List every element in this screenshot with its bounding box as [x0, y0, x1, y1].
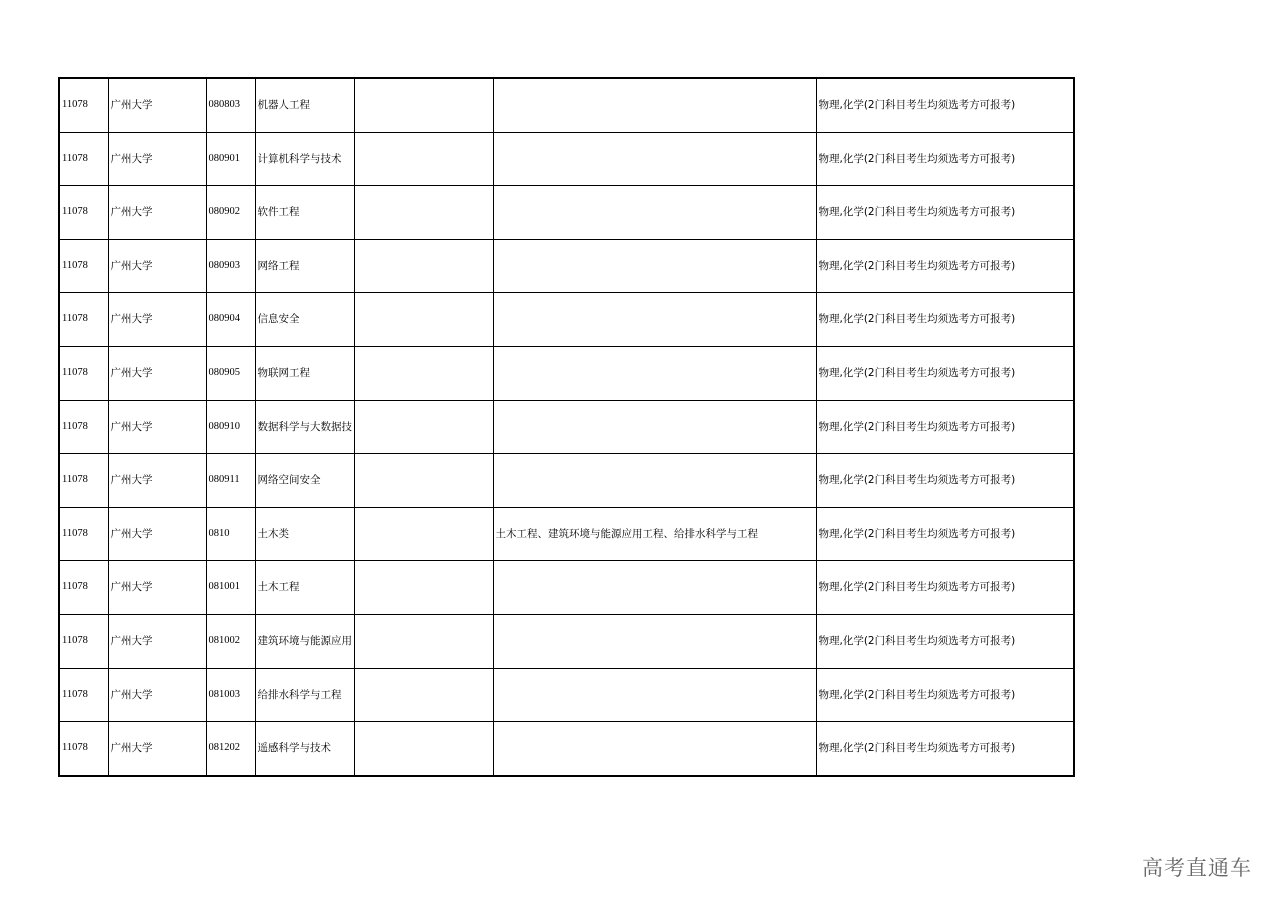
included-majors-cell	[493, 78, 816, 132]
school-name-cell: 广州大学	[108, 293, 206, 347]
school-code-cell: 11078	[59, 132, 108, 186]
subject-requirement-cell: 物理,化学(2门科目考生均须选考方可报考)	[816, 293, 1074, 347]
table-row	[59, 507, 1074, 561]
included-majors-cell	[493, 668, 816, 722]
major-name-cell: 网络工程	[255, 239, 354, 293]
subject-requirement-cell: 物理,化学(2门科目考生均须选考方可报考)	[816, 668, 1074, 722]
school-name-cell: 广州大学	[108, 132, 206, 186]
table-row	[59, 454, 1074, 508]
note-cell	[354, 614, 493, 668]
subject-requirement-cell: 物理,化学(2门科目考生均须选考方可报考)	[816, 454, 1074, 508]
included-majors-cell	[493, 346, 816, 400]
subject-requirement-cell: 物理,化学(2门科目考生均须选考方可报考)	[816, 614, 1074, 668]
subject-requirement-cell: 物理,化学(2门科目考生均须选考方可报考)	[816, 400, 1074, 454]
school-name-cell: 广州大学	[108, 186, 206, 240]
school-name-cell: 广州大学	[108, 561, 206, 615]
subject-requirement-cell: 物理,化学(2门科目考生均须选考方可报考)	[816, 132, 1074, 186]
note-cell	[354, 186, 493, 240]
subject-requirement-cell: 物理,化学(2门科目考生均须选考方可报考)	[816, 78, 1074, 132]
school-code-cell: 11078	[59, 400, 108, 454]
table-row	[59, 346, 1074, 400]
note-cell	[354, 239, 493, 293]
school-name-cell: 广州大学	[108, 78, 206, 132]
school-code-cell: 11078	[59, 78, 108, 132]
subject-requirement-cell: 物理,化学(2门科目考生均须选考方可报考)	[816, 346, 1074, 400]
table-row	[59, 614, 1074, 668]
included-majors-cell: 土木工程、建筑环境与能源应用工程、给排水科学与工程	[493, 507, 816, 561]
note-cell	[354, 454, 493, 508]
included-majors-cell	[493, 722, 816, 776]
school-code-cell: 11078	[59, 614, 108, 668]
major-code-cell: 081202	[206, 722, 255, 776]
subject-requirement-cell: 物理,化学(2门科目考生均须选考方可报考)	[816, 722, 1074, 776]
note-cell	[354, 78, 493, 132]
subject-requirement-cell: 物理,化学(2门科目考生均须选考方可报考)	[816, 561, 1074, 615]
school-name-cell: 广州大学	[108, 454, 206, 508]
major-name-cell: 土木工程	[255, 561, 354, 615]
major-code-cell: 080901	[206, 132, 255, 186]
note-cell	[354, 722, 493, 776]
major-code-cell: 080903	[206, 239, 255, 293]
school-name-cell: 广州大学	[108, 346, 206, 400]
table-body	[59, 78, 1074, 776]
major-code-cell: 080911	[206, 454, 255, 508]
major-code-cell: 080904	[206, 293, 255, 347]
school-name-cell: 广州大学	[108, 668, 206, 722]
major-code-cell: 0810	[206, 507, 255, 561]
major-code-cell: 080910	[206, 400, 255, 454]
note-cell	[354, 507, 493, 561]
table-row	[59, 722, 1074, 776]
school-name-cell: 广州大学	[108, 507, 206, 561]
major-name-cell: 遥感科学与技术	[255, 722, 354, 776]
major-code-cell: 080905	[206, 346, 255, 400]
school-name-cell: 广州大学	[108, 722, 206, 776]
table-row	[59, 239, 1074, 293]
included-majors-cell	[493, 454, 816, 508]
school-code-cell: 11078	[59, 507, 108, 561]
school-code-cell: 11078	[59, 668, 108, 722]
table-row	[59, 400, 1074, 454]
major-name-cell: 信息安全	[255, 293, 354, 347]
note-cell	[354, 400, 493, 454]
subject-requirement-cell: 物理,化学(2门科目考生均须选考方可报考)	[816, 239, 1074, 293]
table-row	[59, 668, 1074, 722]
school-name-cell: 广州大学	[108, 400, 206, 454]
subject-requirement-table	[58, 77, 1075, 777]
major-name-cell: 给排水科学与工程	[255, 668, 354, 722]
major-code-cell: 080902	[206, 186, 255, 240]
table-row	[59, 186, 1074, 240]
major-name-cell: 建筑环境与能源应用	[255, 614, 354, 668]
major-code-cell: 081002	[206, 614, 255, 668]
school-code-cell: 11078	[59, 293, 108, 347]
included-majors-cell	[493, 239, 816, 293]
table-row	[59, 293, 1074, 347]
included-majors-cell	[493, 400, 816, 454]
major-name-cell: 数据科学与大数据技	[255, 400, 354, 454]
included-majors-cell	[493, 132, 816, 186]
major-name-cell: 土木类	[255, 507, 354, 561]
school-code-cell: 11078	[59, 239, 108, 293]
subject-requirement-cell: 物理,化学(2门科目考生均须选考方可报考)	[816, 186, 1074, 240]
school-code-cell: 11078	[59, 722, 108, 776]
major-code-cell: 081001	[206, 561, 255, 615]
table-row	[59, 561, 1074, 615]
note-cell	[354, 561, 493, 615]
school-code-cell: 11078	[59, 346, 108, 400]
note-cell	[354, 668, 493, 722]
included-majors-cell	[493, 561, 816, 615]
major-name-cell: 机器人工程	[255, 78, 354, 132]
note-cell	[354, 132, 493, 186]
school-code-cell: 11078	[59, 186, 108, 240]
included-majors-cell	[493, 614, 816, 668]
major-name-cell: 网络空间安全	[255, 454, 354, 508]
table-row	[59, 132, 1074, 186]
major-name-cell: 软件工程	[255, 186, 354, 240]
watermark-text: 高考直通车	[1142, 856, 1252, 880]
subject-requirement-cell: 物理,化学(2门科目考生均须选考方可报考)	[816, 507, 1074, 561]
school-code-cell: 11078	[59, 561, 108, 615]
school-code-cell: 11078	[59, 454, 108, 508]
major-code-cell: 080803	[206, 78, 255, 132]
note-cell	[354, 293, 493, 347]
school-name-cell: 广州大学	[108, 614, 206, 668]
table-row	[59, 78, 1074, 132]
major-name-cell: 计算机科学与技术	[255, 132, 354, 186]
major-code-cell: 081003	[206, 668, 255, 722]
included-majors-cell	[493, 293, 816, 347]
school-name-cell: 广州大学	[108, 239, 206, 293]
note-cell	[354, 346, 493, 400]
included-majors-cell	[493, 186, 816, 240]
major-name-cell: 物联网工程	[255, 346, 354, 400]
